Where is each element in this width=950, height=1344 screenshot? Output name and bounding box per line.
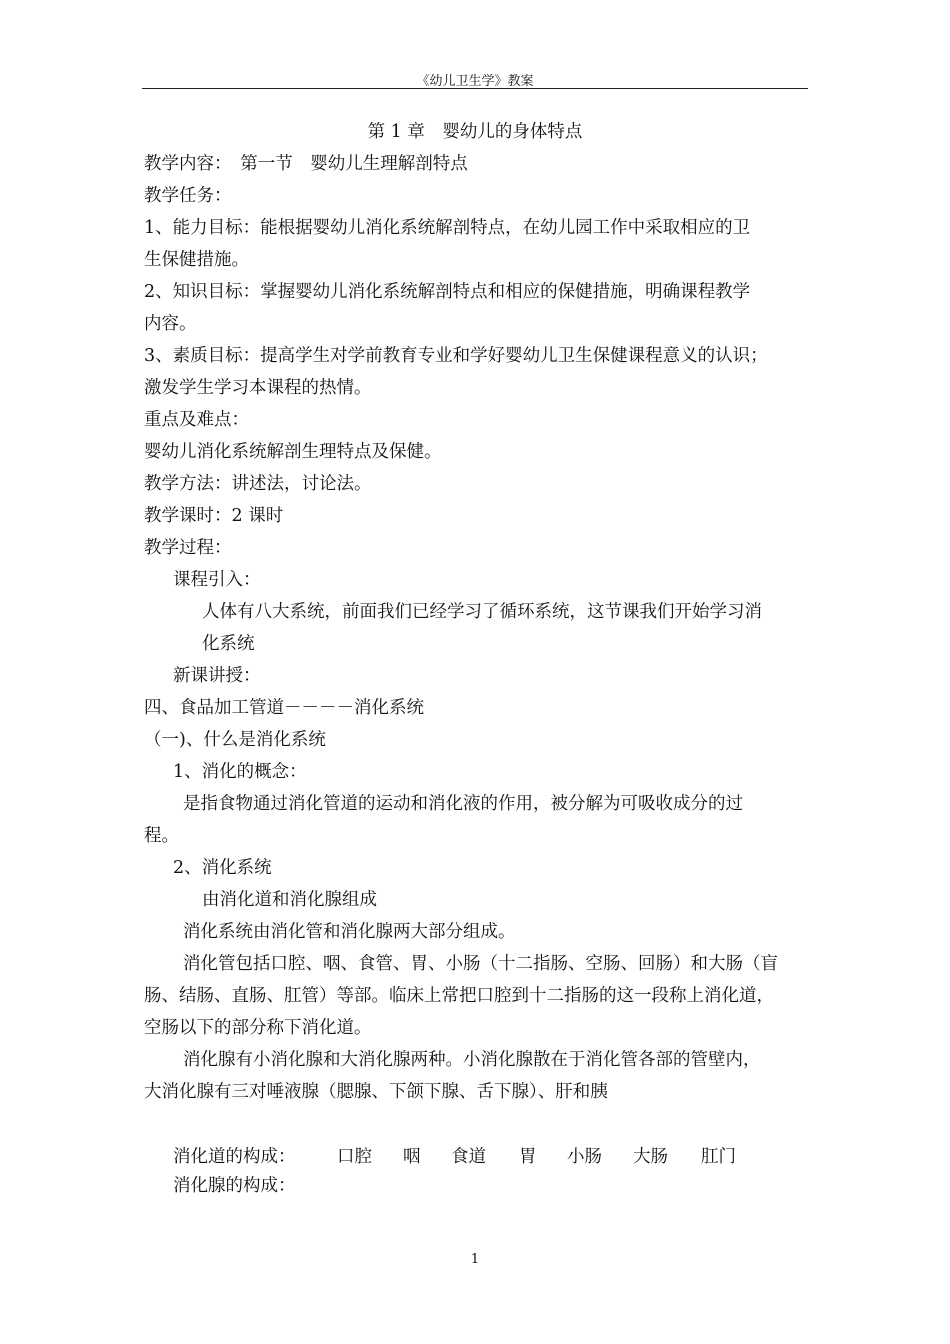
text-line: 是指食物通过消化管道的运动和消化液的作用，被分解为可吸收成分的过 xyxy=(183,794,743,814)
text-line: 课程引入： xyxy=(173,570,261,590)
text-line: 3、素质目标：提高学生对学前教育专业和学好婴幼儿卫生保健课程意义的认识； xyxy=(144,346,768,366)
text-line: 2、知识目标：掌握婴幼儿消化系统解剖特点和相应的保健措施，明确课程教学 xyxy=(144,282,751,302)
tract-organ: 咽 xyxy=(403,1147,421,1167)
text-line: 教学任务： xyxy=(144,186,232,206)
text-line: 大消化腺有三对唾液腺（腮腺、下颌下腺、舌下腺）、肝和胰 xyxy=(144,1082,608,1102)
text-line: （一)、什么是消化系统 xyxy=(144,730,326,750)
tract-organ: 口腔 xyxy=(337,1147,372,1167)
chapter-title: 第 1 章 婴幼儿的身体特点 xyxy=(367,122,583,142)
text-line: 生保健措施。 xyxy=(144,250,249,270)
text-line: 新课讲授： xyxy=(173,666,261,686)
text-line: 内容。 xyxy=(144,314,197,334)
text-line: 化系统 xyxy=(202,634,255,654)
tract-organ: 小肠 xyxy=(567,1147,602,1167)
text-line: 1、消化的概念： xyxy=(173,762,307,782)
page-header: 《幼儿卫生学》教案 xyxy=(416,74,534,89)
text-line: 程。 xyxy=(144,826,179,846)
text-line: 肠、结肠、直肠、肛管）等部。临床上常把口腔到十二指肠的这一段称上消化道， xyxy=(144,986,774,1006)
tract-organ: 大肠 xyxy=(633,1147,668,1167)
text-line: 重点及难点： xyxy=(144,410,249,430)
text-line: 1、能力目标：能根据婴幼儿消化系统解剖特点，在幼儿园工作中采取相应的卫 xyxy=(144,218,751,238)
tract-organ: 胃 xyxy=(519,1147,537,1167)
header-rule xyxy=(142,88,808,89)
text-line: 消化腺有小消化腺和大消化腺两种。小消化腺散在于消化管各部的管壁内， xyxy=(183,1050,761,1070)
text-line: 消化管包括口腔、咽、食管、胃、小肠（十二指肠、空肠、回肠）和大肠（盲 xyxy=(183,954,778,974)
digestive-glands-label: 消化腺的构成： xyxy=(173,1176,296,1196)
digestive-tract-label: 消化道的构成： xyxy=(173,1147,296,1167)
tract-organ: 肛门 xyxy=(701,1147,736,1167)
text-line: 教学过程： xyxy=(144,538,232,558)
text-line: 由消化道和消化腺组成 xyxy=(202,890,377,910)
text-line: 2、消化系统 xyxy=(173,858,272,878)
page-number: 1 xyxy=(470,1252,480,1267)
text-line: 教学内容： 第一节 婴幼儿生理解剖特点 xyxy=(144,154,468,174)
text-line: 婴幼儿消化系统解剖生理特点及保健。 xyxy=(144,442,442,462)
text-line: 人体有八大系统，前面我们已经学习了循环系统，这节课我们开始学习消 xyxy=(202,602,762,622)
text-line: 四、食品加工管道－－－－消化系统 xyxy=(144,698,424,718)
tract-organ: 食道 xyxy=(451,1147,486,1167)
text-line: 激发学生学习本课程的热情。 xyxy=(144,378,372,398)
text-line: 教学课时：2 课时 xyxy=(144,506,284,526)
text-line: 教学方法：讲述法，讨论法。 xyxy=(144,474,372,494)
text-line: 空肠以下的部分称下消化道。 xyxy=(144,1018,372,1038)
text-line: 消化系统由消化管和消化腺两大部分组成。 xyxy=(183,922,516,942)
